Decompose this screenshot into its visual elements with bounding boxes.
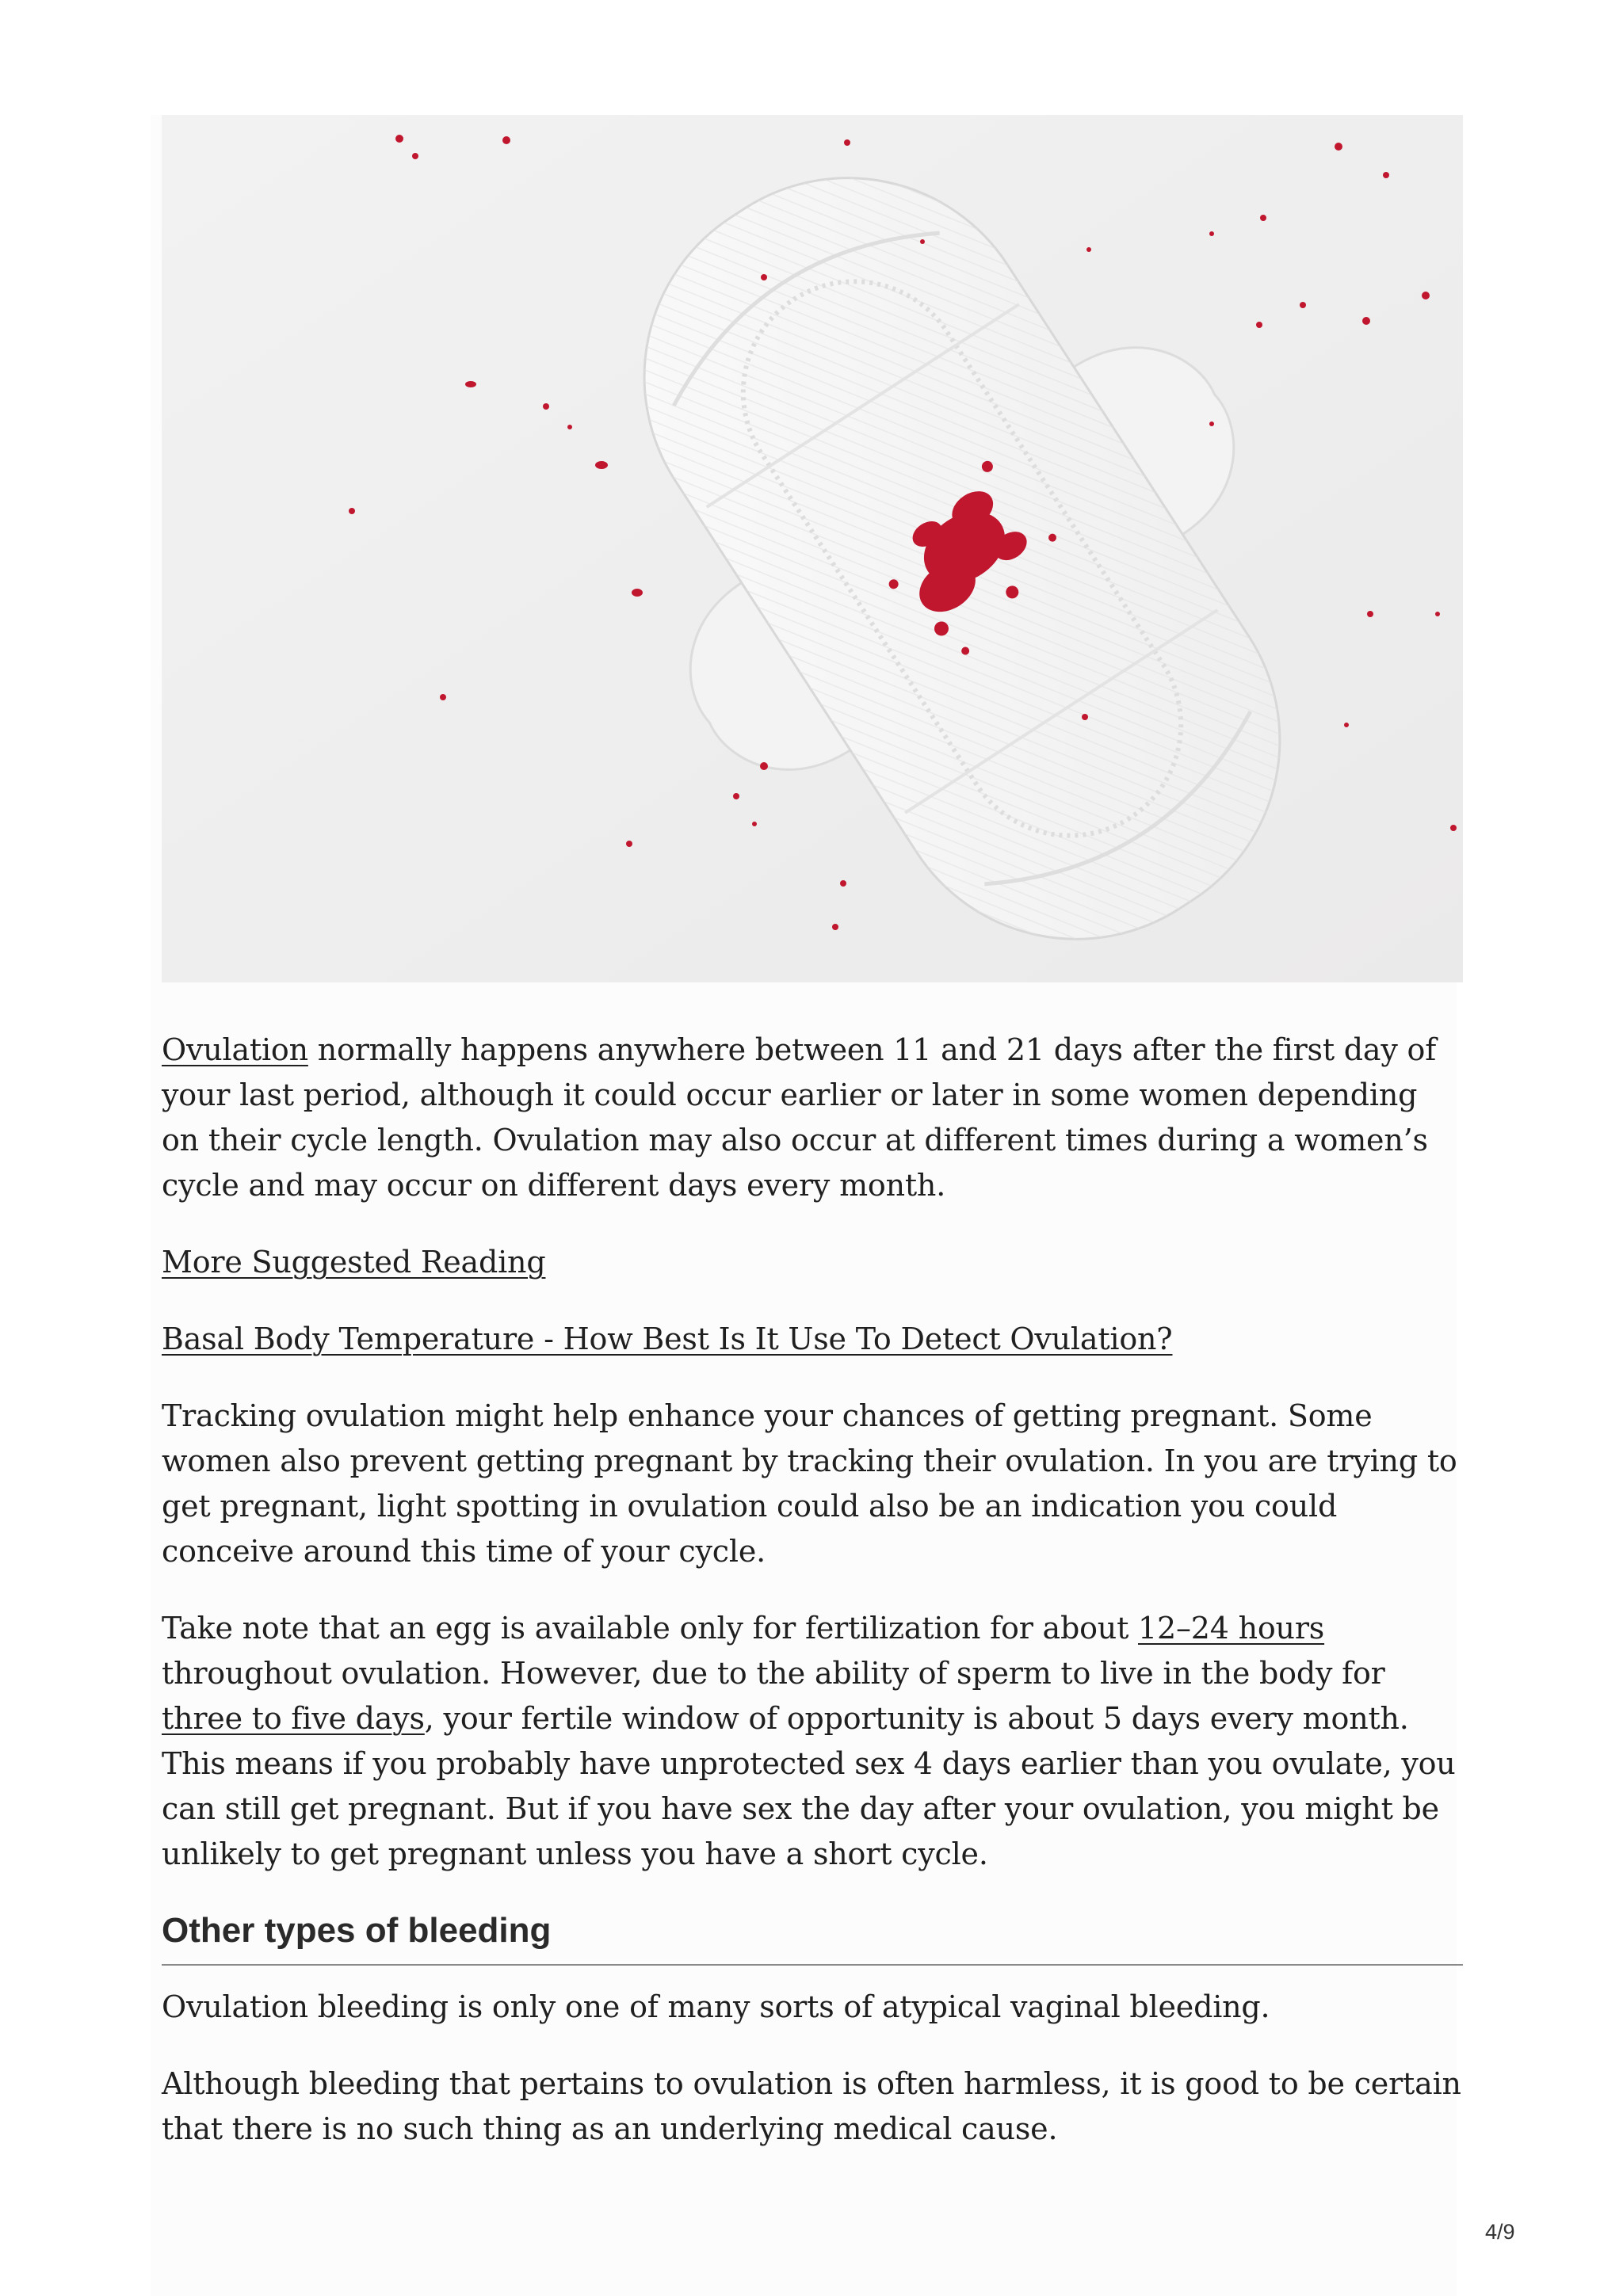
bleeding-types-paragraph: Ovulation bleeding is only one of many sorts of atypical vaginal bleeding.	[162, 1989, 1270, 2024]
related-article	[162, 1317, 1463, 1362]
tracking-paragraph: Tracking ovulation might help enhance your chances of getting pregnant. Some women also prevent getting pregnant by tracking their ovulation. In you are trying to get pregnant, light spotting in ovulation could also be an indication you could conceive around this time of your cycle.	[162, 1398, 1457, 1569]
fertile-window-text-1: Take note that an egg is available only for fertilization for about	[162, 1611, 1139, 1646]
egg-lifespan-link[interactable]: 12–24 hours	[1138, 1611, 1325, 1646]
article-body	[162, 1028, 1463, 2183]
fertile-window-text-3: , your fertile window of opportunity is about 5 days every month. This means if you probably have unprotected sex 4 days earlier than you ovulate, you can still get pregnant. But if you have sex the day after your ovulation, you might be unlikely to get pregnant unless you have a short cycle.	[162, 1701, 1456, 1871]
sanitary-pad-illustration	[162, 115, 1463, 982]
fertile-window-paragraph	[162, 1606, 1463, 1877]
section-heading: Other types of bleeding	[162, 1909, 1463, 1966]
page-number: 4/9	[1485, 2220, 1515, 2244]
more-suggested-reading-link[interactable]: More Suggested Reading	[162, 1245, 546, 1280]
ovulation-paragraph	[162, 1028, 1463, 1208]
ovulation-paragraph-text: normally happens anywhere between 11 and 21 days after the first day of your last period, although it could occur earlier or later in some women depending on their cycle length. Ovulation may also occur at different times during a women’s cycle and may occur on different days every month.	[162, 1032, 1437, 1203]
sperm-lifespan-link[interactable]: three to five days	[162, 1701, 425, 1736]
ovulation-link[interactable]: Ovulation	[162, 1032, 308, 1067]
suggested-reading	[162, 1240, 1463, 1285]
fertile-window-text-2: throughout ovulation. However, due to the ability of sperm to live in the body for	[162, 1656, 1385, 1691]
basal-body-temperature-link[interactable]: Basal Body Temperature - How Best Is It Use To Detect Ovulation?	[162, 1322, 1173, 1356]
hero-image	[162, 115, 1463, 982]
medical-cause-paragraph: Although bleeding that pertains to ovulation is often harmless, it is good to be certain that there is no such thing as an underlying medical cause.	[162, 2066, 1461, 2146]
